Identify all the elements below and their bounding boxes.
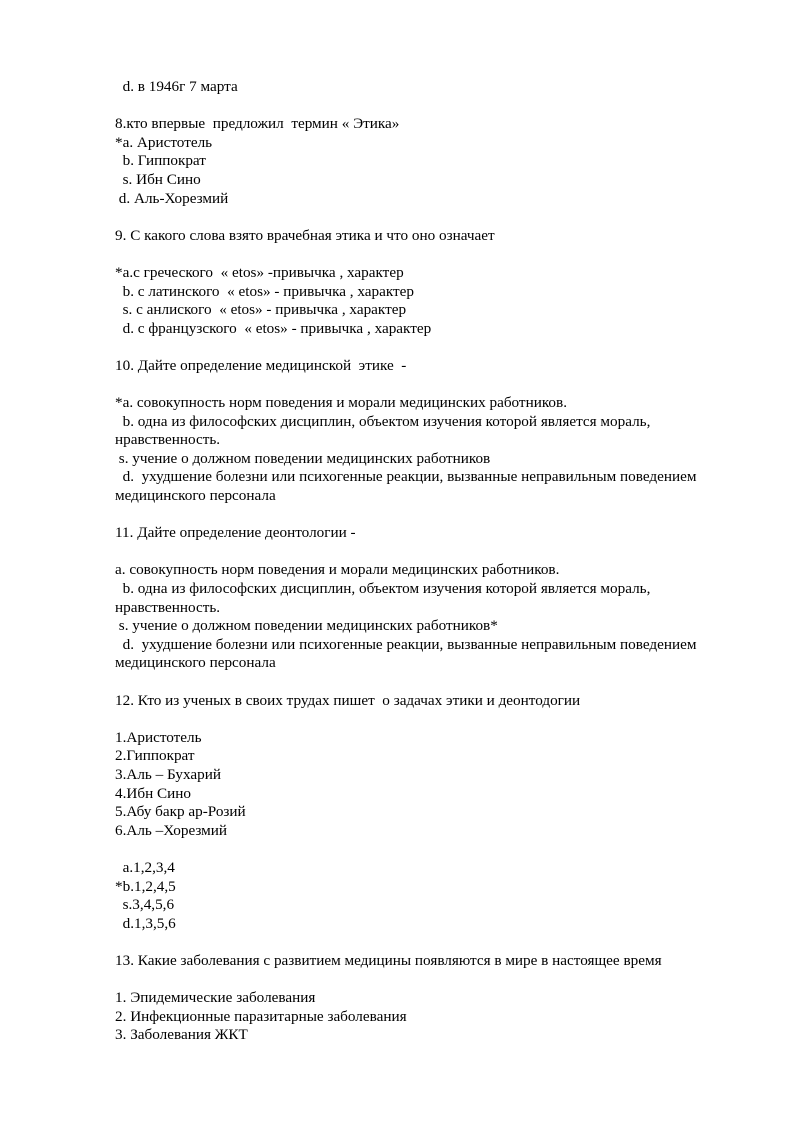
q12-question: 12. Кто из ученых в своих трудах пишет о задачах этики и деонтодогии	[115, 691, 581, 709]
q10-option-d: d. ухудшение болезни или психогенные реакции, вызванные неправильным поведением медицинского персонала	[115, 468, 701, 505]
q10-question: 10. Дайте определение медицинской этике -	[115, 356, 407, 374]
q7-option-d: d. в 1946г 7 марта	[115, 78, 238, 95]
q9-option-d: d. с французского « etos» - привычка , характер	[115, 319, 432, 337]
spacer	[115, 376, 755, 395]
q11-option-b: b. одна из философских дисциплин, объектом изучения которой является мораль, нравственность.	[115, 580, 655, 616]
q12-option-a: a.1,2,3,4	[115, 858, 175, 876]
q12-option-s: s.3,4,5,6	[115, 896, 175, 914]
q8-question: 8.кто впервые предложил термин « Этика»	[115, 115, 400, 133]
spacer	[115, 543, 755, 562]
document-body	[115, 78, 755, 1045]
q10-option-a: *a. совокупность норм поведения и морали медицинских работников.	[115, 394, 567, 412]
spacer	[115, 710, 755, 729]
q12-list-item: 3.Аль – Бухарий	[115, 765, 221, 783]
spacer	[115, 245, 755, 264]
spacer	[115, 933, 755, 952]
q9-option-a: *a.с греческого « etos» -привычка , характер	[115, 263, 404, 281]
spacer	[115, 208, 755, 227]
q12-list-item: 1.Аристотель	[115, 728, 202, 746]
q13-list-item: 1. Эпидемические заболевания	[115, 989, 316, 1007]
spacer	[115, 506, 755, 525]
spacer	[115, 971, 755, 990]
q12-option-d: d.1,3,5,6	[115, 914, 176, 932]
q11-question: 11. Дайте определение деонтологии -	[115, 524, 356, 542]
q9-option-s: s. с анлиского « etos» - привычка , характер	[115, 301, 407, 319]
q13-list-item: 2. Инфекционные паразитарные заболевания	[115, 1007, 407, 1025]
q11-option-s: s. учение о должном поведении медицинских работников*	[115, 617, 498, 635]
spacer	[115, 97, 755, 116]
spacer	[115, 673, 755, 692]
q8-option-a: *a. Аристотель	[115, 133, 213, 151]
spacer	[115, 338, 755, 357]
q12-list-item: 2.Гиппократ	[115, 747, 195, 765]
q9-question: 9. С какого слова взято врачебная этика и что оно означает	[115, 226, 495, 244]
spacer	[115, 840, 755, 859]
q12-list-item: 4.Ибн Сино	[115, 784, 191, 802]
q8-option-b: b. Гиппократ	[115, 152, 206, 170]
q13-question: 13. Какие заболевания с развитием медицины появляются в мире в настоящее время	[115, 951, 662, 969]
q9-option-b: b. с латинского « etos» - привычка , характер	[115, 282, 414, 300]
q11-option-d: d. ухудшение болезни или психогенные реакции, вызванные неправильным поведением медицинского персонала	[115, 635, 701, 672]
q12-option-b: *b.1,2,4,5	[115, 877, 176, 895]
q12-list-item: 6.Аль –Хорезмий	[115, 821, 228, 839]
q13-list-item: 3. Заболевания ЖКТ	[115, 1026, 248, 1044]
q10-option-b: b. одна из философских дисциплин, объектом изучения которой является мораль, нравственность.	[115, 412, 655, 449]
q12-list-item: 5.Абу бакр ар-Розий	[115, 803, 246, 821]
q10-option-s: s. учение о должном поведении медицинских работников	[115, 449, 491, 467]
q8-option-s: s. Ибн Сино	[115, 170, 201, 188]
q11-option-a: a. совокупность норм поведения и морали медицинских работников.	[115, 561, 560, 579]
q8-option-d: d. Аль-Хорезмий	[115, 189, 229, 207]
